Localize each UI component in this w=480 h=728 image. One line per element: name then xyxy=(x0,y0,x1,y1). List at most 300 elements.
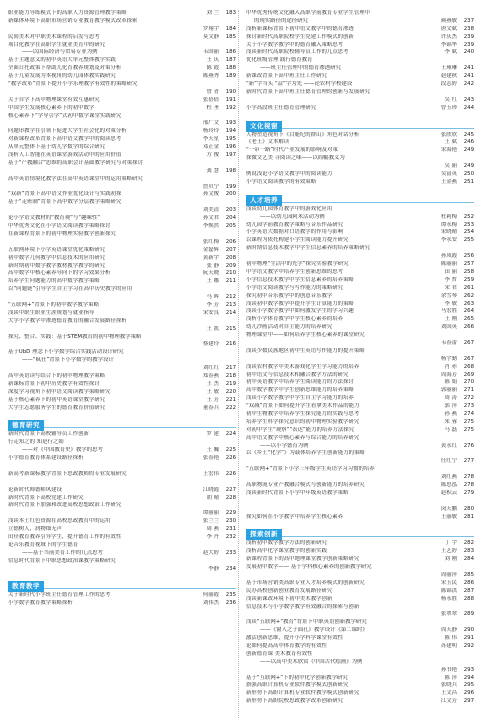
toc-entry xyxy=(246,10,474,18)
entry-author: 王 巍 xyxy=(206,447,219,454)
entry-author: 任红宁 xyxy=(440,458,457,465)
entry-title: 基于UbD 理念下小学数学综合实践活动设计研究 xyxy=(8,349,124,356)
section-heading xyxy=(246,191,474,203)
entry-author: 王 斌 xyxy=(444,139,457,146)
entry-author: 刘国英 xyxy=(440,324,457,331)
entry-title: 民间美术对中职美术课程的启发与思考 xyxy=(8,33,100,40)
entry-page: 199 xyxy=(225,183,236,190)
entry-title: 基于核心素养下的初中英语课堂教学研究 xyxy=(8,396,106,403)
toc-entry xyxy=(8,152,236,160)
entry-title: 基于“互联网+”下的初中化学创新教学研究 xyxy=(246,674,348,681)
entry-page: 269 xyxy=(463,371,474,378)
toc-entry xyxy=(8,518,236,526)
toc-entry xyxy=(246,651,474,659)
toc-entry xyxy=(8,42,236,50)
entry-author: 邓正金 xyxy=(202,144,219,151)
entry-title: 人物塑造视角下《白鹿纪的群山》角色对话分析 xyxy=(246,131,360,138)
entry-page: 278 xyxy=(463,481,474,488)
entry-title: 信息技术与小学数学教学有效融合的探索与创新 xyxy=(246,603,360,610)
entry-page: 292 xyxy=(463,643,474,650)
entry-author: 谭丽丽 xyxy=(202,510,219,517)
entry-author: 吴 红 xyxy=(444,96,457,103)
entry-author: 韦国丽 xyxy=(202,49,219,56)
entry-page: 215 xyxy=(225,325,236,332)
entry-page: 297 xyxy=(463,698,474,705)
toc-entry xyxy=(246,387,474,395)
entry-title: 培养学生科学探究意识的初中物理实验教学研究 xyxy=(246,418,360,425)
entry-page: 258 xyxy=(463,268,474,275)
entry-title: 例说浅论小学语文教学中的阅读能力 xyxy=(246,171,333,178)
entry-author: 段志婷 xyxy=(440,81,457,88)
entry-page: 233 xyxy=(225,549,236,556)
entry-author: 宋玉民 xyxy=(440,579,457,586)
section-heading xyxy=(246,117,474,129)
entry-author: 黄新宇 xyxy=(202,254,219,261)
entry-title: 初中英语教学中培养学生阅读能力的方法探讨 xyxy=(246,379,354,386)
entry-page: 240 xyxy=(463,49,474,56)
toc-entry xyxy=(8,199,236,207)
entry-author: 颜燕敏 xyxy=(440,17,457,24)
entry-title: “新”字当头 “益”字为先 ——论农村学校建设 xyxy=(246,81,353,88)
entry-page: 238 xyxy=(463,25,474,32)
entry-author: 宋海艳 xyxy=(440,147,457,154)
entry-page: 279 xyxy=(463,489,474,496)
entry-title: 浅谈农村教学中美术游戏化学生学习能力的培养 xyxy=(246,363,360,370)
entry-title: 核心素养下“学导引学”式初中数学课堂实践研究 xyxy=(8,112,122,119)
entry-author: 张蓓倩 xyxy=(202,96,219,103)
toc-entry xyxy=(246,643,474,651)
toc-entry xyxy=(8,510,236,518)
entry-page: 192 xyxy=(225,104,236,111)
entry-page: 189 xyxy=(225,73,236,80)
toc-entry xyxy=(8,73,236,81)
toc-entry xyxy=(246,277,474,285)
entry-page: 281 xyxy=(463,513,474,520)
entry-title: 以“问题链”引导学生自主学习在高中历史教学的应用 xyxy=(8,286,133,293)
entry-title: 论如何提高高中体育教学的有效性 xyxy=(246,643,327,650)
toc-entry xyxy=(246,214,474,222)
entry-page: 183 xyxy=(225,10,236,16)
entry-page: 205 xyxy=(225,223,236,230)
entry-page: 259 xyxy=(463,276,474,283)
entry-page: 289 xyxy=(463,611,474,618)
section-heading-label: 文化视窗 xyxy=(246,121,282,132)
entry-page: 277 xyxy=(463,458,474,465)
entry-title: 论新时代师德师风建设 xyxy=(8,486,62,493)
toc-entry xyxy=(246,105,474,113)
entry-author: 陈燕秀 xyxy=(202,73,219,80)
toc-entry xyxy=(246,682,474,690)
entry-title: 小学信息技术教学中学生信息素养的培养策略 xyxy=(246,276,354,283)
toc-entry xyxy=(246,269,474,277)
toc-entry xyxy=(246,596,474,604)
toc-entry xyxy=(8,113,236,121)
toc-entry xyxy=(8,542,236,550)
entry-page: 213 xyxy=(225,301,236,308)
toc-entry xyxy=(8,558,236,566)
entry-author: 王 庆 xyxy=(206,57,219,64)
entry-title: 论小学语文教材的“教育观”与“趣味性” xyxy=(8,215,101,222)
entry-author: 张红梅 xyxy=(202,238,219,245)
toc-entry xyxy=(246,253,474,261)
entry-author: 郑春燕 xyxy=(202,372,219,379)
toc-entry xyxy=(246,627,474,635)
toc-entry xyxy=(8,105,236,113)
toc-entry xyxy=(246,411,474,419)
entry-title: 浅析高中化学课堂教学的创新实践 xyxy=(246,548,327,555)
entry-page: 219 xyxy=(225,380,236,387)
toc-entry xyxy=(246,403,474,411)
entry-title: 新时代背景下高校党建工作研究 xyxy=(8,494,84,501)
entry-page: 246 xyxy=(463,139,474,146)
entry-author: 王丽敏 xyxy=(440,513,457,520)
entry-author: 张春艳 xyxy=(202,455,219,462)
toc-entry xyxy=(8,381,236,389)
entry-author: 孙文俊 xyxy=(202,191,219,198)
entry-author: 胡 晴 xyxy=(206,494,219,501)
entry-title: 初中语文与信息技术相融合教学方法的研究 xyxy=(246,371,349,378)
entry-title: ——班主任管理中的德育渗透研究 xyxy=(260,65,341,72)
entry-author: 郭 萍 xyxy=(444,403,457,410)
entry-page: 245 xyxy=(463,131,474,138)
toc-entry xyxy=(8,184,236,192)
entry-page: 270 xyxy=(463,379,474,386)
entry-page: 200 xyxy=(225,191,236,198)
entry-author: 李 哲 xyxy=(444,276,457,283)
toc-entry xyxy=(246,548,474,556)
entry-title: 《老王》文本解读 xyxy=(246,139,290,146)
entry-page: 286 xyxy=(463,579,474,586)
toc-entry xyxy=(246,427,474,435)
entry-page: 282 xyxy=(463,540,474,547)
entry-author: 肖 赤 xyxy=(444,363,457,370)
toc-entry xyxy=(8,431,236,439)
toc-entry xyxy=(246,372,474,380)
entry-title: 高中数学教学中学生创新思维能力的培养策略 xyxy=(246,387,354,394)
toc-entry xyxy=(8,495,236,503)
entry-author: 王金燕 xyxy=(440,178,457,185)
entry-title: 关于自学下高中物理课堂有效互惠研究 xyxy=(8,96,100,103)
entry-title: 行走知之的 知是行之始 xyxy=(8,439,64,446)
entry-title: 高中英语情境化教学法在高中英语课堂中的运用策略研究 xyxy=(8,175,143,182)
entry-page: 287 xyxy=(463,587,474,594)
section-heading xyxy=(8,577,236,589)
entry-title: 培养学生问题能力的高中数学教学策略 xyxy=(8,278,100,285)
entry-title: 高中英语读写结合下的初中物理教学策略 xyxy=(8,372,106,379)
entry-author: 詹贝宁 xyxy=(202,183,219,190)
toc-entry xyxy=(246,580,474,588)
entry-title: 对新课程改革背景下高中语文教学中的阅读思考 xyxy=(8,136,122,143)
entry-title: 浅谈小学数学教学中学生自主学习能力的培养 xyxy=(246,395,354,402)
entry-title: 浅谈新课改环境下初中美术教学创新 xyxy=(246,595,333,602)
entry-page: 185 xyxy=(225,33,236,40)
entry-page: 226 xyxy=(225,455,236,462)
toc-entry xyxy=(8,136,236,144)
entry-author: 陈 娟 xyxy=(444,379,457,386)
toc-entry xyxy=(8,318,236,326)
entry-page: 186 xyxy=(225,49,236,56)
entry-page: 278 xyxy=(463,474,474,481)
toc-entry xyxy=(246,564,474,572)
entry-author: 金磊辉 xyxy=(202,246,219,253)
entry-page: 283 xyxy=(463,548,474,555)
toc-column-left xyxy=(8,10,236,608)
toc-entry xyxy=(8,270,236,278)
entry-author: 刘 兰 xyxy=(206,10,219,16)
entry-author: 江晓霞 xyxy=(202,486,219,493)
toc-entry xyxy=(246,443,474,451)
entry-title: 发展初中数学—— 基于学科核心素养的创新教学研究 xyxy=(246,564,372,571)
entry-page: 272 xyxy=(463,395,474,402)
toc-entry xyxy=(246,395,474,403)
entry-page: 216 xyxy=(225,341,236,348)
entry-page: 227 xyxy=(225,486,236,493)
entry-title: 大学小学教学中渗透德育教育的融合发展路径探析 xyxy=(8,317,127,324)
entry-page: 226 xyxy=(225,470,236,477)
entry-author: 唐文斌 xyxy=(440,25,457,32)
entry-author: 朱 蓉 xyxy=(444,418,457,425)
entry-page: 234 xyxy=(225,565,236,572)
entry-page: 241 xyxy=(463,73,474,80)
entry-title: 浅谈中职生职业生涯规划与就业指导 xyxy=(8,309,95,316)
entry-page: 231 xyxy=(225,526,236,533)
toc-entry xyxy=(8,526,236,534)
entry-title: ——以高中美术欣赏《中国古代绘画》为例 xyxy=(260,658,363,665)
entry-title: 浅析新课标背景下初中语文教学中的德育渗透 xyxy=(246,25,354,32)
entry-page: 221 xyxy=(225,396,236,403)
entry-title: 基于“走班制”背景下高中数学分层教学策略研究 xyxy=(8,199,122,206)
entry-page: 210 xyxy=(225,270,236,277)
entry-author: 莫文静 xyxy=(202,33,219,40)
entry-title: “一带一路”时代产业发展的影响及对策 xyxy=(246,147,338,154)
toc-entry xyxy=(8,310,236,318)
toc-entry xyxy=(8,455,236,463)
entry-title: 深度学习视角下初中语文阅读教学策略研究 xyxy=(8,388,111,395)
toc-entry xyxy=(246,206,474,214)
entry-author: 王艺婷 xyxy=(440,548,457,555)
entry-author: 王 刚 xyxy=(444,316,457,323)
entry-title: ——以国际经济与贸易专业为例 xyxy=(22,49,98,56)
entry-page: 222 xyxy=(225,404,236,411)
entry-author: 王 凯 xyxy=(206,325,219,332)
toc-entry xyxy=(8,97,236,105)
entry-title: 探究、整合、实践：基于STEM教育的初中物理教学策略 xyxy=(8,333,142,340)
entry-title: “双减”背景下如何提升学生看拿美术作品的能力 xyxy=(246,403,360,410)
entry-author: 田 丽 xyxy=(444,268,457,275)
entry-title: 浅谈初中数学教学中提升学生计算能力的策略 xyxy=(246,300,354,307)
entry-page: 196 xyxy=(225,144,236,151)
toc-entry xyxy=(246,458,474,466)
toc-entry xyxy=(8,302,236,310)
entry-author: 陈丽丽 xyxy=(440,261,457,268)
entry-author: 刘红燕 xyxy=(440,474,457,481)
toc-entry xyxy=(246,26,474,34)
entry-page: 290 xyxy=(463,627,474,634)
entry-title: ——对《中国教育史》教学的思考 xyxy=(22,447,103,454)
toc-entry xyxy=(246,34,474,42)
entry-page: 274 xyxy=(463,410,474,417)
entry-author: 孙凤霞 xyxy=(440,253,457,260)
entry-author: 宋安良 xyxy=(202,309,219,316)
entry-author: 陈锦洪 xyxy=(440,587,457,594)
toc-entry xyxy=(246,245,474,253)
entry-author: 王宏伟 xyxy=(202,470,219,477)
entry-title: 新高考新课标教学背景下思政教师的专业发展研究 xyxy=(8,470,127,477)
toc-entry xyxy=(8,357,236,365)
entry-author: 黄永红 xyxy=(440,442,457,449)
toc-entry xyxy=(246,285,474,293)
entry-author: 吴 丽 xyxy=(444,163,457,170)
toc-entry xyxy=(246,364,474,372)
entry-title: 探微文艺美 寻阅读之味——以简幅教义为 xyxy=(246,155,345,162)
entry-page: 284 xyxy=(463,556,474,563)
toc-entry xyxy=(8,239,236,247)
toc-entry xyxy=(246,301,474,309)
entry-page: 195 xyxy=(225,136,236,143)
toc-entry xyxy=(8,10,236,18)
entry-author: 董春兵 xyxy=(202,404,219,411)
toc-entry xyxy=(246,147,474,155)
entry-author: 王 芳 xyxy=(206,396,219,403)
toc-entry xyxy=(8,57,236,65)
toc-entry xyxy=(8,405,236,413)
entry-title: ——基于当前美育工作的几点思考 xyxy=(22,549,103,556)
entry-author: 杨永胜 xyxy=(440,595,457,602)
toc-entry xyxy=(8,231,236,239)
entry-title: 项目化教学在高职学生就业美育中的研究 xyxy=(8,41,106,48)
entry-author: 李天星 xyxy=(202,136,219,143)
entry-author: 邢广文 xyxy=(202,120,219,127)
entry-author: 曾 青 xyxy=(206,88,219,95)
entry-author: 张兰兰 xyxy=(202,518,219,525)
entry-page: 243 xyxy=(463,96,474,103)
entry-title: 职业能力导练模式下的高职人力资源管理教学策略 xyxy=(8,10,127,16)
entry-author: 何丽霞 xyxy=(202,592,219,599)
entry-author: 王 杰 xyxy=(206,380,219,387)
toc-entry xyxy=(246,690,474,698)
entry-page: 262 xyxy=(463,292,474,299)
entry-author: 赵大婷 xyxy=(202,549,219,556)
entry-page: 275 xyxy=(463,418,474,425)
entry-page: 285 xyxy=(463,572,474,578)
entry-page: 225 xyxy=(225,447,236,454)
entry-page: 295 xyxy=(463,682,474,689)
entry-title: 小学数学教育教学策略探析 xyxy=(8,600,73,607)
section-heading-label: 教育教学 xyxy=(8,581,44,592)
toc-entry xyxy=(8,263,236,271)
toc-entry xyxy=(8,534,236,542)
entry-author: 蔡建玲 xyxy=(202,341,219,348)
entry-page: 230 xyxy=(225,518,236,525)
entry-title: 问题串教学在引领下促进大学生社会化的对策分析 xyxy=(8,128,127,135)
toc-entry xyxy=(246,588,474,596)
toc-entry xyxy=(246,340,474,348)
column-divider xyxy=(238,10,239,718)
entry-title: 小学高段班主任德育管理研究 xyxy=(246,104,317,111)
entry-author: 李静 xyxy=(208,565,219,572)
entry-page: 220 xyxy=(225,388,236,395)
entry-author: 李 芳 xyxy=(206,301,219,308)
toc-entry xyxy=(246,556,474,564)
entry-author: 丁 宇 xyxy=(444,540,457,547)
toc-entry xyxy=(8,341,236,349)
toc-entry xyxy=(8,334,236,342)
entry-page: 256 xyxy=(463,253,474,260)
toc-entry xyxy=(246,659,474,667)
entry-page: 237 xyxy=(463,17,474,24)
entry-title: 论音乐教育视域下的学生德育 xyxy=(8,541,79,548)
entry-title: 浅谈新时代背景下小学中年级英语教学策略 xyxy=(246,489,349,496)
entry-title: 关于小学数学教学中的德育融入策略思考 xyxy=(246,41,344,48)
entry-author: 宋晓晴 xyxy=(440,229,457,236)
entry-author: 郭丽丽 xyxy=(440,387,457,394)
entry-page: 257 xyxy=(463,261,474,268)
toc-entry xyxy=(8,34,236,42)
entry-title: 新形势下高职计算机专业软件教学模式创新研究 xyxy=(246,690,360,697)
entry-title: 新时期初中数学教学教材教学教学的研究 xyxy=(8,262,106,269)
toc-entry xyxy=(246,379,474,387)
entry-title: 新时代背景下加强和改进高校思想政治工作研究 xyxy=(8,502,122,509)
entry-title: 浅谈“五联网+”教育”背景下中职英语创新教学研究 xyxy=(246,619,367,626)
entry-title: 立德树人，润物细无声 xyxy=(8,526,62,533)
toc-entry xyxy=(246,57,474,65)
entry-author: 方 俊 xyxy=(206,152,219,159)
toc-entry xyxy=(246,89,474,97)
entry-page: 280 xyxy=(463,505,474,512)
entry-author: 李 丹 xyxy=(206,534,219,540)
entry-page: 236 xyxy=(225,600,236,607)
entry-page: 214 xyxy=(225,309,236,316)
entry-author: 阮天晓 xyxy=(202,270,219,277)
entry-page: 265 xyxy=(463,316,474,323)
section-heading-label: 德育研究 xyxy=(8,420,44,431)
entry-title: ——以幼儿园阿米活动为例 xyxy=(260,213,325,220)
entry-page: 197 xyxy=(225,152,236,159)
entry-title: 新时期信息技术教学中学生信息素养的培养策略研究 xyxy=(246,245,370,252)
toc-entry xyxy=(8,463,236,471)
entry-author: 杨宇勤 xyxy=(440,355,457,362)
entry-page: 209 xyxy=(225,262,236,269)
entry-title: 浅谈少数民族地区初中生英语写作能力的提升策略 xyxy=(246,347,365,354)
entry-author: 孙书艳 xyxy=(440,666,457,673)
section-heading xyxy=(246,525,474,537)
entry-page: 235 xyxy=(225,592,236,599)
entry-author: 孙 燕 xyxy=(444,410,457,417)
entry-title: 探究如何在小学教学中培养学生核心素养 xyxy=(246,513,344,520)
entry-author: 刘 刚 xyxy=(444,556,457,563)
entry-title: 浅谈本土红色资源在高校思政教育中的运用 xyxy=(8,518,111,525)
toc-entry xyxy=(246,675,474,683)
toc-entry xyxy=(246,65,474,73)
toc-entry xyxy=(8,502,236,510)
entry-title: 探究初中音乐教学中的创意音乐教学 xyxy=(246,292,333,299)
entry-author: 赵建秋 xyxy=(440,73,457,80)
entry-title: “教学改革”背景下提升小学乐理教学有效性的策略研究 xyxy=(8,81,138,88)
entry-page: 291 xyxy=(463,635,474,642)
entry-author: 赵积云 xyxy=(440,489,457,496)
entry-author: 王文昌 xyxy=(440,690,457,697)
entry-author: 周 涛 xyxy=(444,395,457,402)
entry-title: 小学英语大数据对口语教学的作用与影响 xyxy=(246,229,344,236)
entry-page: 293 xyxy=(463,666,474,673)
section-heading-label: 人才培养 xyxy=(246,195,282,206)
toc-entry xyxy=(246,490,474,498)
toc-entry xyxy=(246,604,474,612)
entry-title: 五联网环境下小学英语课堂优化策略研究 xyxy=(8,246,106,253)
entry-page: 252 xyxy=(463,213,474,220)
entry-page: 224 xyxy=(225,431,236,438)
entry-title: “五联网+”背景下的初中数学教学策略 xyxy=(8,301,99,308)
